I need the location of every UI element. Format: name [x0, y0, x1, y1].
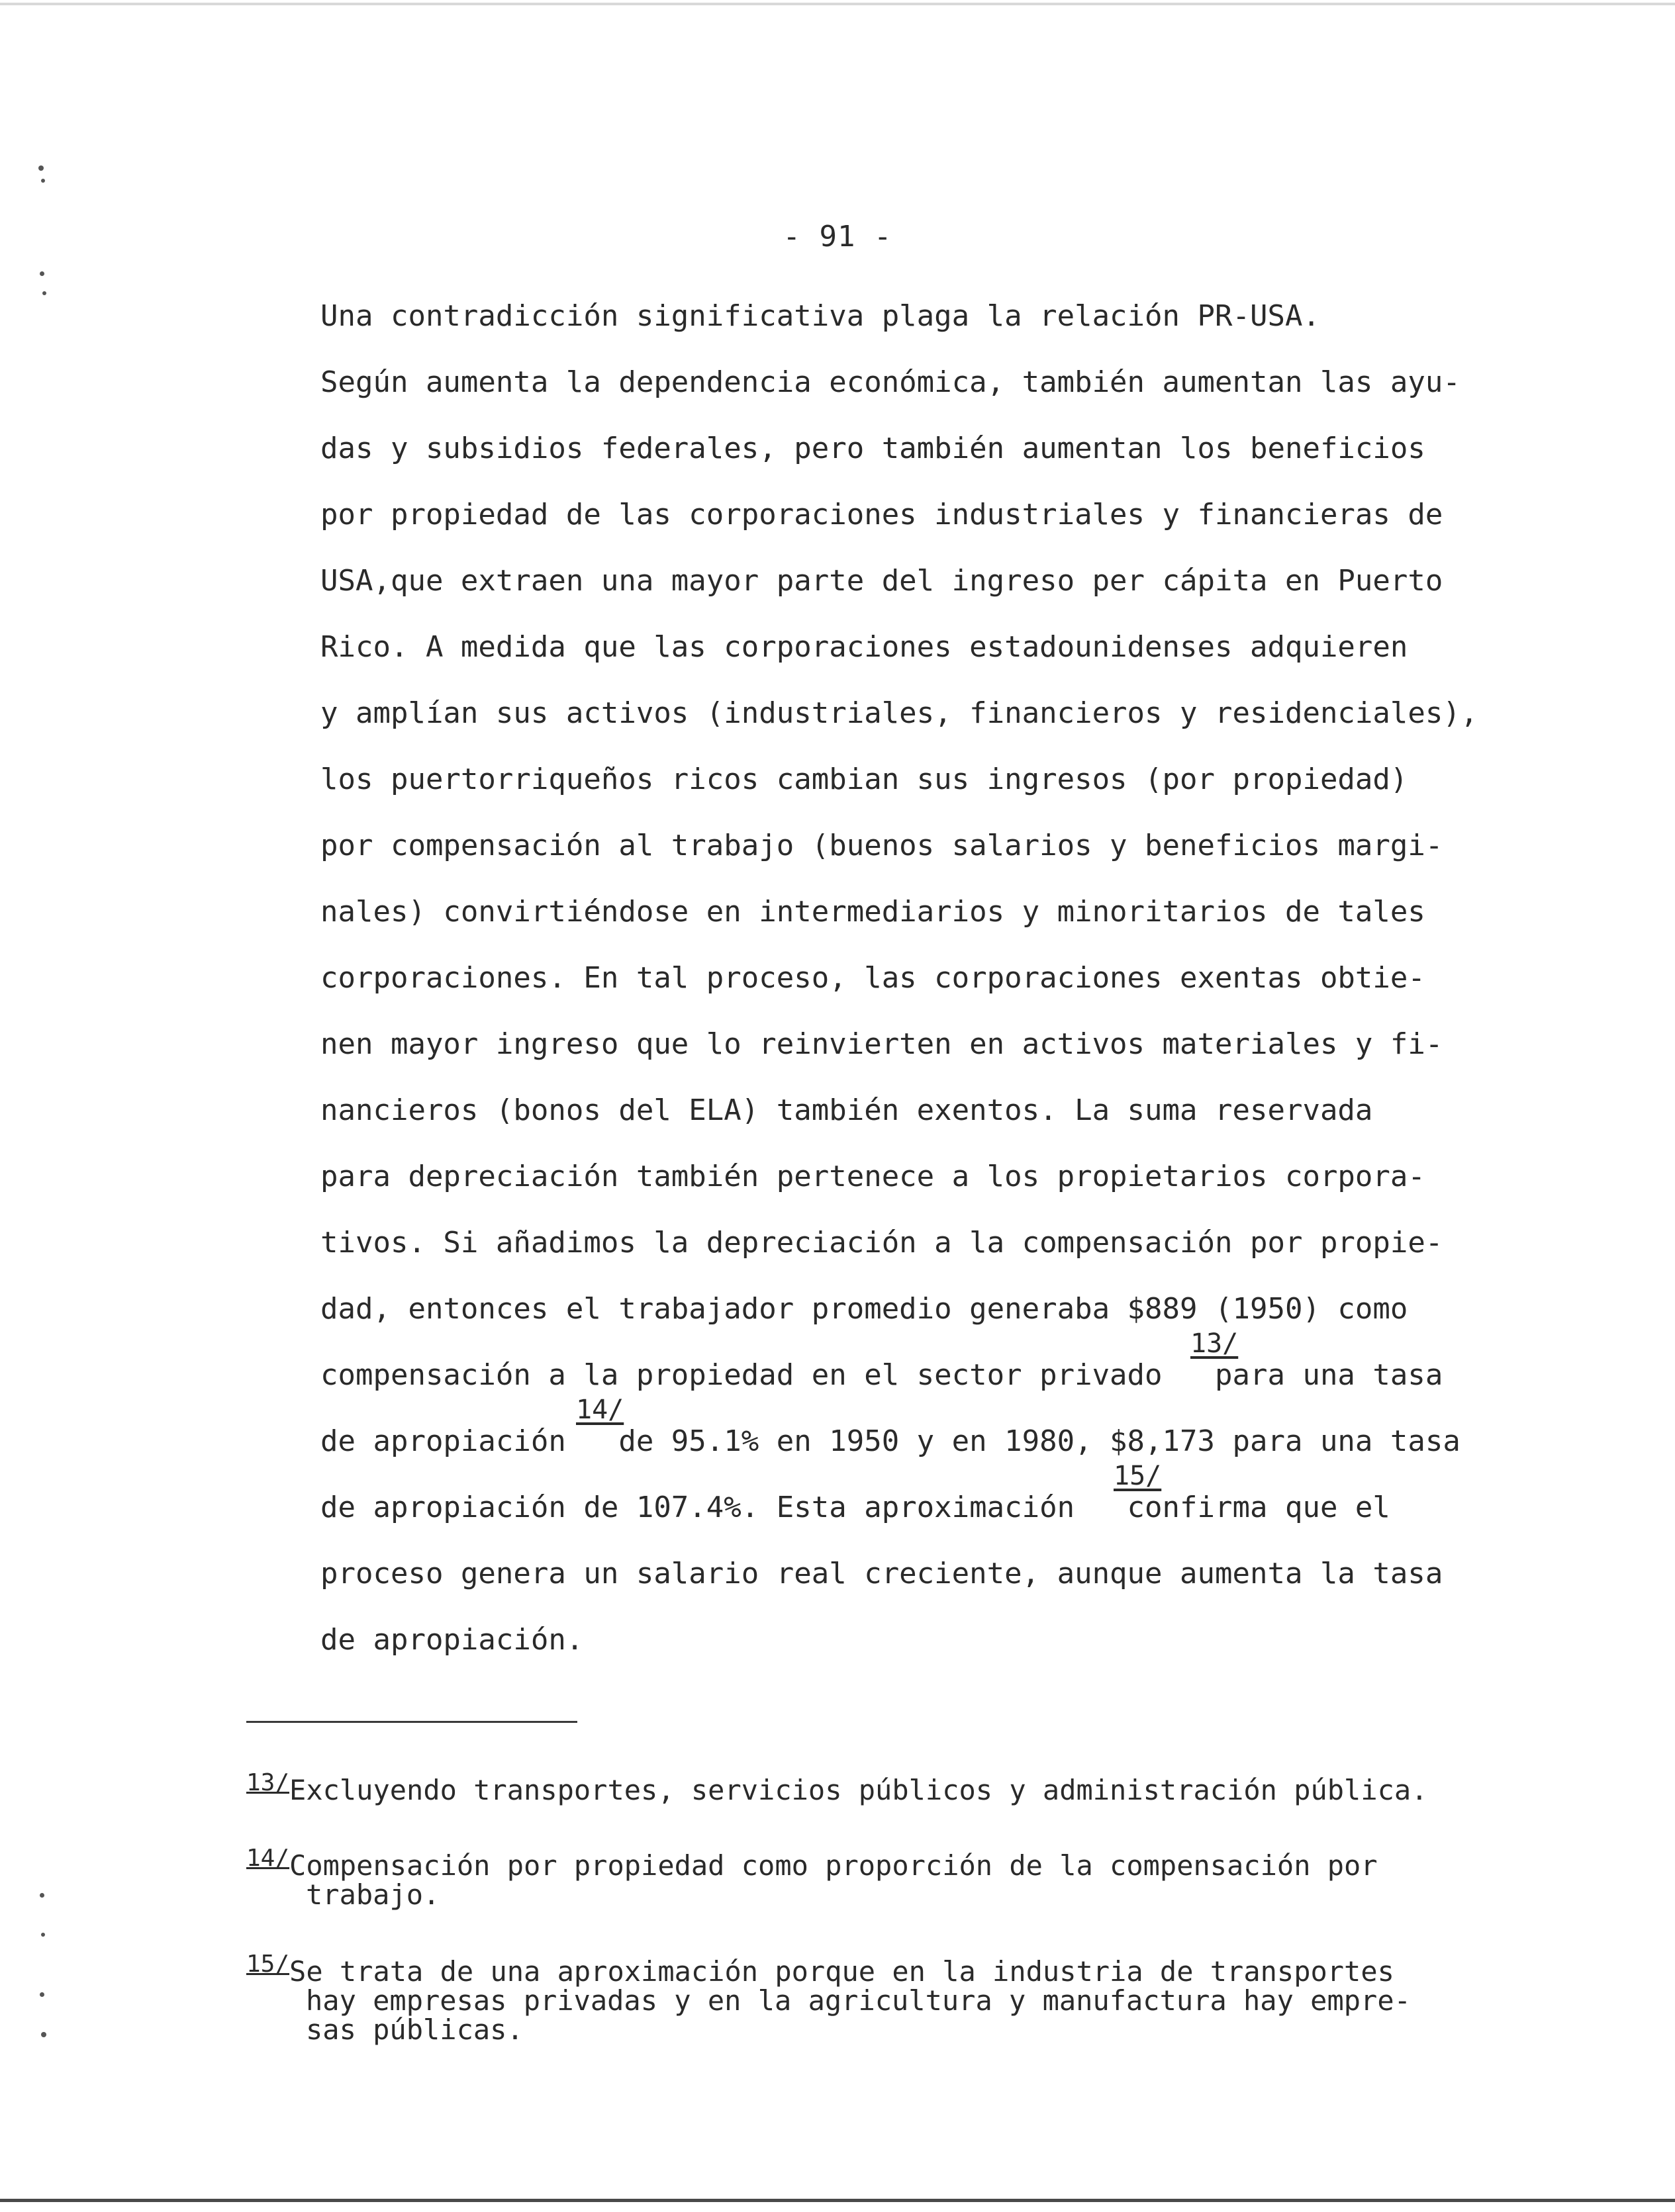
footnote-text: Excluyendo transportes, servicios públicos y administración pública.: [289, 1774, 1428, 1806]
paragraph-line: de apropiación de 107.4%. Esta aproximación confirma que el: [320, 1491, 1390, 1524]
paragraph-line: por compensación al trabajo (buenos salarios y beneficios margi-: [320, 829, 1443, 862]
paragraph-line: USA,que extraen una mayor parte del ingreso per cápita en Puerto: [320, 564, 1443, 598]
paragraph-line: Una contradicción significativa plaga la relación PR-USA.: [320, 299, 1320, 333]
footnote-14: [246, 1844, 1378, 1910]
paragraph-line: para depreciación también pertenece a los propietarios corpora-: [320, 1160, 1425, 1193]
paragraph-line: Según aumenta la dependencia económica, también aumentan las ayu-: [320, 365, 1460, 399]
paragraph-line: nancieros (bonos del ELA) también exentos. La suma reservada: [320, 1093, 1373, 1127]
footnote-13: [246, 1769, 1428, 1805]
page-bottom-edge: [0, 2199, 1675, 2202]
footnote-text: trabajo.: [306, 1878, 440, 1911]
paragraph-line: de apropiación.: [320, 1623, 584, 1657]
footnote-text: hay empresas privadas y en la agricultura y manufactura hay empre-: [306, 1984, 1411, 2017]
paragraph-line: corporaciones. En tal proceso, las corporaciones exentas obtie-: [320, 961, 1425, 995]
paragraph-line: y amplían sus activos (industriales, financieros y residenciales),: [320, 696, 1478, 730]
paragraph-line: dad, entonces el trabajador promedio generaba $889 (1950) como: [320, 1292, 1408, 1326]
footnote-mark: 13/: [246, 1769, 290, 1796]
page-number: - 91 -: [783, 220, 892, 253]
footnote-separator: [246, 1721, 577, 1723]
paragraph-line: los puertorriqueños ricos cambian sus ingresos (por propiedad): [320, 762, 1408, 796]
footnote-ref-13[interactable]: 13/: [1190, 1328, 1239, 1359]
scan-speck: [41, 179, 45, 183]
footnote-15: [246, 1950, 1411, 2045]
scan-speck: [42, 291, 46, 295]
footnote-text: sas públicas.: [306, 2013, 524, 2046]
footnote-text: Compensación por propiedad como proporción de la compensación por: [289, 1849, 1378, 1882]
paragraph-line: por propiedad de las corporaciones industriales y financieras de: [320, 498, 1443, 531]
paragraph-line: das y subsidios federales, pero también aumentan los beneficios: [320, 432, 1425, 465]
scan-speck: [41, 1933, 45, 1937]
paragraph-line: nales) convirtiéndose en intermediarios y minoritarios de tales: [320, 895, 1425, 929]
paragraph-line: Rico. A medida que las corporaciones estadounidenses adquieren: [320, 630, 1408, 664]
scan-speck: [38, 165, 44, 171]
paragraph-line: nen mayor ingreso que lo reinvierten en activos materiales y fi-: [320, 1027, 1443, 1061]
scan-speck: [40, 271, 44, 276]
paragraph-line: proceso genera un salario real creciente, aunque aumenta la tasa: [320, 1557, 1443, 1590]
paragraph-line: tivos. Si añadimos la depreciación a la compensación por propie-: [320, 1226, 1443, 1260]
scan-speck: [41, 2032, 46, 2037]
scan-speck: [40, 1893, 44, 1898]
footnote-ref-14[interactable]: 14/: [576, 1395, 624, 1425]
paragraph-line: de apropiación de 95.1% en 1950 y en 1980, $8,173 para una tasa: [320, 1424, 1460, 1458]
paragraph-line: compensación a la propiedad en el sector privado para una tasa: [320, 1358, 1443, 1392]
scan-speck: [40, 1992, 44, 1997]
footnote-mark: 15/: [246, 1951, 290, 1978]
page-top-edge: [0, 3, 1675, 5]
footnote-text: Se trata de una aproximación porque en la industria de transportes: [289, 1955, 1394, 1988]
footnote-ref-15[interactable]: 15/: [1114, 1461, 1162, 1491]
footnote-mark: 14/: [246, 1845, 290, 1872]
